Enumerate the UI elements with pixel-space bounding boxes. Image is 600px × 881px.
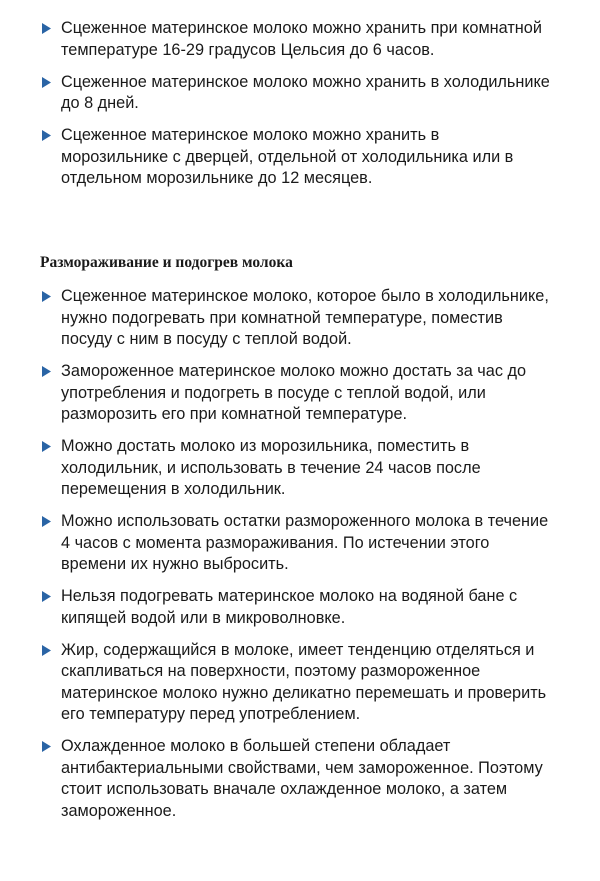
triangle-right-icon xyxy=(42,23,51,34)
list-item xyxy=(40,125,550,190)
list-item xyxy=(40,286,550,351)
list-item xyxy=(40,72,550,115)
storage-bullet-list xyxy=(40,18,550,200)
triangle-right-icon xyxy=(42,441,51,452)
list-item xyxy=(40,640,550,726)
list-item-text: Сцеженное материнское молоко можно хранить в холодильнике до 8 дней. xyxy=(61,72,550,112)
list-item xyxy=(40,736,550,822)
list-item-text: Нельзя подогревать материнское молоко на водяной бане с кипящей водой или в микроволновке. xyxy=(61,587,518,627)
list-item-text: Сцеженное материнское молоко можно хранить в морозильнике с дверцей, отдельной от холодильника или в отдельном морозильнике до 12 месяцев. xyxy=(61,126,514,187)
triangle-right-icon xyxy=(42,591,51,602)
list-item xyxy=(40,18,550,61)
triangle-right-icon xyxy=(42,645,51,656)
list-item xyxy=(40,511,550,576)
triangle-right-icon xyxy=(42,741,51,752)
triangle-right-icon xyxy=(42,366,51,377)
triangle-right-icon xyxy=(42,516,51,527)
list-item xyxy=(40,586,550,629)
list-item-text: Сцеженное материнское молоко можно хранить при комнатной температуре 16-29 градусов Цельсия до 6 часов. xyxy=(61,19,542,59)
list-item xyxy=(40,436,550,501)
triangle-right-icon xyxy=(42,291,51,302)
list-item-text: Можно достать молоко из морозильника, поместить в холодильник, и использовать в течение 24 часов после перемещения в холодильник. xyxy=(61,437,481,498)
list-item-text: Жир, содержащийся в молоке, имеет тенденцию отделяться и скапливаться на поверхности, поэтому размороженное материнское молоко нужно деликатно перемешать и проверить его температуру перед употреблением. xyxy=(61,640,547,723)
list-item-text: Охлажденное молоко в большей степени обладает антибактериальными свойствами, чем замороженное. Поэтому стоит использовать вначале охлажденное молоко, а затем замороженное. xyxy=(61,737,543,820)
list-item-text: Можно использовать остатки размороженного молока в течение 4 часов с момента размораживания. По истечении этого времени их нужно выбросить. xyxy=(61,512,549,573)
list-item-text: Замороженное материнское молоко можно достать за час до употребления и подогреть в посуде с теплой водой, или разморозить его при комнатной температуре. xyxy=(61,362,527,423)
list-item xyxy=(40,361,550,426)
thawing-bullet-list xyxy=(40,286,550,833)
triangle-right-icon xyxy=(42,77,51,88)
triangle-right-icon xyxy=(42,130,51,141)
list-item-text: Сцеженное материнское молоко, которое было в холодильнике, нужно подогревать при комнатной температуре, поместив посуду с ним в посуду с теплой водой. xyxy=(61,287,549,348)
section-heading: Размораживание и подогрев молока xyxy=(40,254,293,271)
